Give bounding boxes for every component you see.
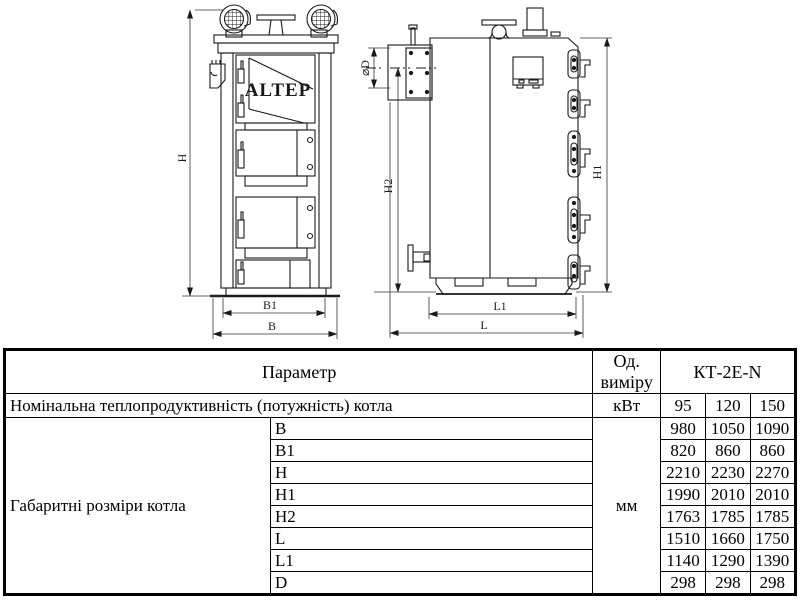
param-cell: H2 bbox=[271, 506, 593, 528]
param-cell: L bbox=[271, 528, 593, 550]
svg-text:B1: B1 bbox=[262, 298, 278, 312]
svg-text:L1: L1 bbox=[493, 299, 507, 313]
dim-B1 bbox=[223, 298, 325, 318]
parameter-header: Параметр bbox=[5, 350, 593, 394]
value-cell: 120 bbox=[706, 394, 750, 418]
control-panel bbox=[513, 57, 543, 88]
model-header: КТ-2Е-N bbox=[660, 350, 795, 394]
value-cell: 1990 bbox=[660, 484, 705, 506]
boiler-body-side bbox=[430, 38, 578, 278]
param-cell: H1 bbox=[271, 484, 593, 506]
param-cell: L1 bbox=[271, 550, 593, 572]
svg-text:⌀D: ⌀D bbox=[358, 60, 372, 76]
spec-table bbox=[3, 348, 797, 596]
fan-right-icon bbox=[307, 5, 338, 37]
power-unit: кВт bbox=[593, 394, 661, 418]
value-cell: 980 bbox=[660, 418, 705, 440]
panel-strip bbox=[245, 123, 307, 130]
power-row bbox=[5, 394, 796, 418]
svg-text:H: H bbox=[175, 153, 189, 163]
unit-header: Од. виміру bbox=[593, 350, 661, 394]
drain-pipe bbox=[408, 245, 430, 271]
dimensions-group-label: Габаритні розміри котла bbox=[5, 418, 271, 595]
value-cell: 1390 bbox=[750, 550, 795, 572]
value-cell: 1050 bbox=[706, 418, 750, 440]
panel-strip bbox=[245, 176, 307, 186]
power-label: Номінальна теплопродуктивність (потужність) котла bbox=[5, 394, 593, 418]
door-hinges bbox=[568, 50, 590, 289]
front-view bbox=[210, 5, 340, 296]
door-handle bbox=[238, 262, 244, 284]
svg-text:H2: H2 bbox=[381, 178, 395, 194]
value-cell: 298 bbox=[660, 572, 705, 595]
value-cell: 860 bbox=[706, 440, 750, 462]
value-cell: 298 bbox=[706, 572, 750, 595]
pallet-base bbox=[436, 278, 572, 294]
value-cell: 1140 bbox=[660, 550, 705, 572]
door-handle bbox=[238, 212, 244, 238]
top-flange-valve bbox=[482, 20, 516, 39]
value-cell: 860 bbox=[750, 440, 795, 462]
param-cell: D bbox=[271, 572, 593, 595]
safety-valve bbox=[257, 15, 295, 35]
value-cell: 2270 bbox=[750, 462, 795, 484]
door-handle bbox=[238, 142, 244, 168]
top-cap bbox=[214, 35, 338, 53]
value-cell: 2010 bbox=[750, 484, 795, 506]
value-cell: 2210 bbox=[660, 462, 705, 484]
value-cell: 1660 bbox=[706, 528, 750, 550]
hinge bbox=[568, 131, 590, 177]
svg-text:H1: H1 bbox=[590, 164, 604, 180]
param-cell: B1 bbox=[271, 440, 593, 462]
hinge bbox=[568, 197, 590, 243]
param-cell: B bbox=[271, 418, 593, 440]
loading-door bbox=[236, 55, 315, 123]
hinge bbox=[568, 50, 590, 78]
table-header-row bbox=[5, 350, 796, 394]
dim-L1 bbox=[429, 297, 576, 319]
hinge bbox=[568, 255, 590, 289]
dim-L bbox=[390, 102, 583, 338]
chimney-pipe bbox=[523, 8, 560, 36]
value-cell: 820 bbox=[660, 440, 705, 462]
side-view bbox=[366, 8, 590, 294]
ash-door bbox=[236, 260, 310, 288]
svg-text:L: L bbox=[480, 318, 488, 332]
value-cell: 2010 bbox=[706, 484, 750, 506]
lower-door bbox=[236, 197, 315, 248]
value-cell: 1510 bbox=[660, 528, 705, 550]
svg-text:B: B bbox=[267, 319, 277, 333]
dimensions-unit: мм bbox=[593, 418, 661, 595]
value-cell: 95 bbox=[660, 394, 705, 418]
value-cell: 1763 bbox=[660, 506, 705, 528]
value-cell: 150 bbox=[750, 394, 795, 418]
param-cell: H bbox=[271, 462, 593, 484]
dim-phiD bbox=[358, 48, 390, 88]
fan-left-icon bbox=[220, 5, 251, 37]
dim-H1 bbox=[576, 38, 612, 292]
value-cell: 1090 bbox=[750, 418, 795, 440]
value-cell: 2230 bbox=[706, 462, 750, 484]
table-row bbox=[5, 418, 796, 440]
middle-door bbox=[236, 130, 315, 176]
flue-outlet bbox=[366, 25, 436, 100]
value-cell: 1785 bbox=[750, 506, 795, 528]
dim-H bbox=[175, 10, 224, 296]
door-handle bbox=[238, 61, 244, 117]
brand-logo: ALTEP bbox=[244, 80, 312, 101]
value-cell: 1290 bbox=[706, 550, 750, 572]
panel-strip bbox=[245, 248, 307, 258]
dim-H2 bbox=[374, 68, 436, 292]
value-cell: 1785 bbox=[706, 506, 750, 528]
side-bracket bbox=[210, 60, 225, 88]
value-cell: 298 bbox=[750, 572, 795, 595]
hinge bbox=[568, 90, 590, 118]
value-cell: 1750 bbox=[750, 528, 795, 550]
